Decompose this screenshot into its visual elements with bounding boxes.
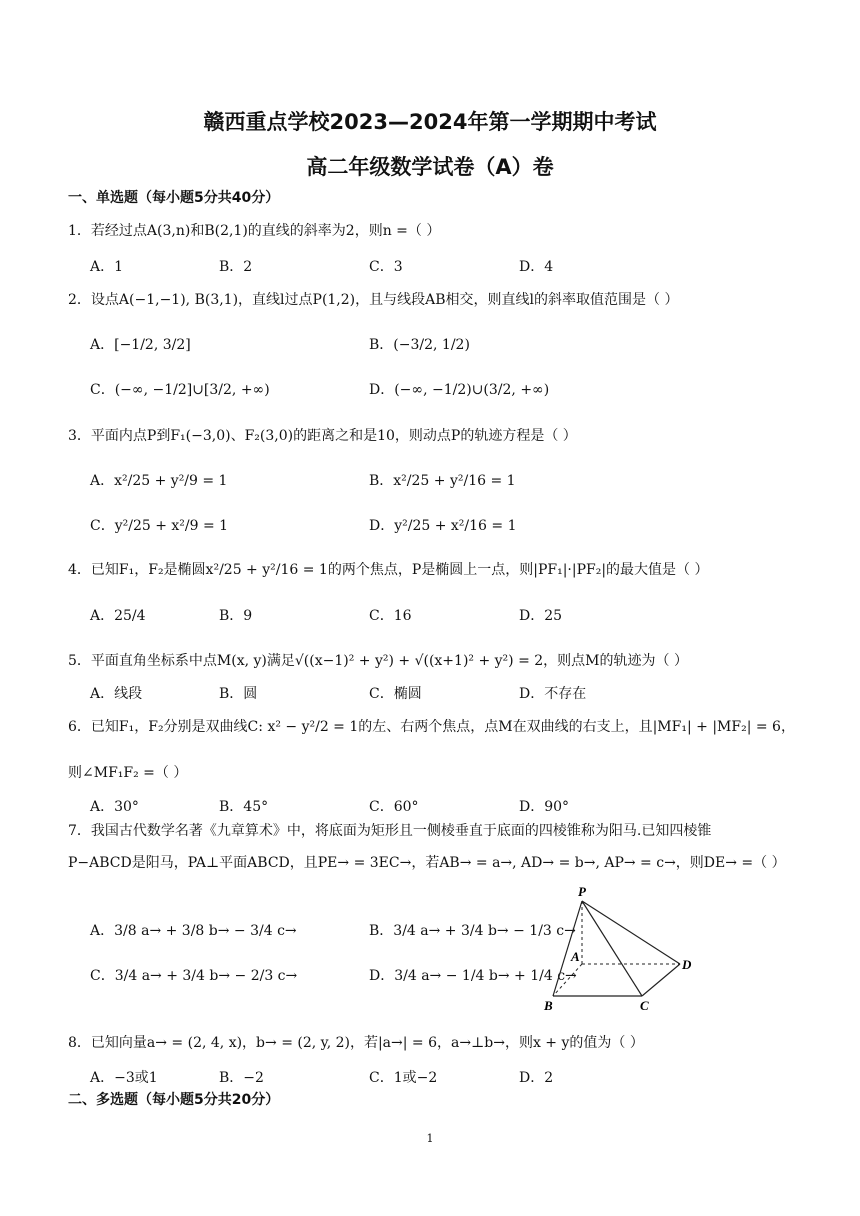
vertex-label-p: P — [578, 884, 586, 899]
question-8-option-c[interactable]: C．1或−2 — [369, 1070, 438, 1086]
question-7-option-d[interactable]: D．3/4 a→ − 1/4 b→ + 1/4 c→ — [369, 968, 577, 984]
question-1-option-c[interactable]: C．3 — [369, 259, 403, 275]
question-6-option-a[interactable]: A．30° — [90, 799, 139, 815]
question-5-option-b[interactable]: B．圆 — [219, 686, 258, 702]
question-8-stem: 8．已知向量a→ = (2, 4, x)，b→ = (2, y, 2)，若|a→| = 6，a→⊥b→，则x + y的值为（ ） — [68, 1035, 644, 1051]
paper-title: 高二年级数学试卷（A）卷 — [306, 155, 554, 179]
pyramid-figure — [540, 882, 710, 1014]
question-2-option-a[interactable]: A．[−1/2, 3/2] — [90, 337, 191, 353]
question-2-option-c[interactable]: C．(−∞, −1/2]∪[3/2, +∞) — [90, 382, 270, 398]
vertex-label-c: C — [640, 998, 649, 1013]
question-5-option-c[interactable]: C．椭圆 — [369, 686, 422, 702]
question-1-option-a[interactable]: A．1 — [90, 259, 124, 275]
question-5-option-a[interactable]: A．线段 — [90, 686, 143, 702]
question-2-option-d[interactable]: D．(−∞, −1/2)∪(3/2, +∞) — [369, 382, 550, 398]
question-2-option-b[interactable]: B．(−3/2, 1/2) — [369, 337, 470, 353]
question-7-option-a[interactable]: A．3/8 a→ + 3/8 b→ − 3/4 c→ — [90, 923, 297, 939]
question-6-option-d[interactable]: D．90° — [519, 799, 570, 815]
question-7-stem-continued: P−ABCD是阳马，PA⊥平面ABCD，且PE→ = 3EC→，若AB→ = a→, AD→ = b→, AP→ = c→，则DE→ =（ ） — [68, 855, 786, 871]
question-5-stem: 5．平面直角坐标系中点M(x, y)满足√((x−1)² + y²) + √((x+1)² + y²) = 2，则点M的轨迹为（ ） — [68, 653, 688, 669]
vertex-label-a: A — [571, 949, 580, 964]
question-4-option-a[interactable]: A．25/4 — [90, 608, 146, 624]
exam-title: 赣西重点学校2023—2024年第一学期期中考试 — [203, 110, 657, 134]
question-3-option-b[interactable]: B．x²/25 + y²/16 = 1 — [369, 473, 516, 489]
question-3-option-a[interactable]: A．x²/25 + y²/9 = 1 — [90, 473, 228, 489]
question-1-option-d[interactable]: D．4 — [519, 259, 554, 275]
question-4-stem: 4．已知F₁，F₂是椭圆x²/25 + y²/16 = 1的两个焦点，P是椭圆上一点，则|PF₁|·|PF₂|的最大值是（ ） — [68, 562, 709, 578]
question-8-option-b[interactable]: B．−2 — [219, 1070, 264, 1086]
edge-cd — [642, 964, 680, 996]
question-3-option-c[interactable]: C．y²/25 + x²/9 = 1 — [90, 518, 229, 534]
question-6-stem: 6．已知F₁，F₂分别是双曲线C: x² − y²/2 = 1的左、右两个焦点，点M在双曲线的右支上，且|MF₁| + |MF₂| = 6， — [68, 719, 795, 735]
question-2-stem: 2．设点A(−1,−1), B(3,1)，直线l过点P(1,2)，且与线段AB相交，则直线l的斜率取值范围是（ ） — [68, 292, 679, 308]
vertex-label-d: D — [682, 957, 692, 972]
question-6-option-c[interactable]: C．60° — [369, 799, 419, 815]
question-5-option-d[interactable]: D．不存在 — [519, 686, 587, 702]
vertex-label-b: B — [544, 998, 553, 1013]
question-8-option-d[interactable]: D．2 — [519, 1070, 554, 1086]
question-8-option-a[interactable]: A．−3或1 — [90, 1070, 158, 1086]
question-1-option-b[interactable]: B．2 — [219, 259, 253, 275]
question-1-stem: 1．若经过点A(3,n)和B(2,1)的直线的斜率为2，则n =（ ） — [68, 223, 441, 239]
question-7-option-b[interactable]: B．3/4 a→ + 3/4 b→ − 1/3 c→ — [369, 923, 576, 939]
edge-pc — [582, 901, 642, 996]
question-4-option-d[interactable]: D．25 — [519, 608, 563, 624]
question-4-option-c[interactable]: C．16 — [369, 608, 412, 624]
question-6-option-b[interactable]: B．45° — [219, 799, 269, 815]
question-3-stem: 3．平面内点P到F₁(−3,0)、F₂(3,0)的距离之和是10，则动点P的轨迹方程是（ ） — [68, 428, 577, 444]
section-heading-single-choice: 一、单选题（每小题5分共40分） — [68, 190, 280, 206]
question-7-option-c[interactable]: C．3/4 a→ + 3/4 b→ − 2/3 c→ — [90, 968, 298, 984]
question-6-stem-continued: 则∠MF₁F₂ =（ ） — [68, 765, 188, 781]
edge-pd — [582, 901, 680, 964]
section-heading-multiple-choice: 二、多选题（每小题5分共20分） — [68, 1092, 280, 1108]
question-4-option-b[interactable]: B．9 — [219, 608, 253, 624]
page-number: 1 — [426, 1132, 434, 1145]
question-7-stem: 7．我国古代数学名著《九章算术》中，将底面为矩形且一侧棱垂直于底面的四棱锥称为阳马.已知四棱锥 — [68, 823, 712, 839]
question-3-option-d[interactable]: D．y²/25 + x²/16 = 1 — [369, 518, 517, 534]
